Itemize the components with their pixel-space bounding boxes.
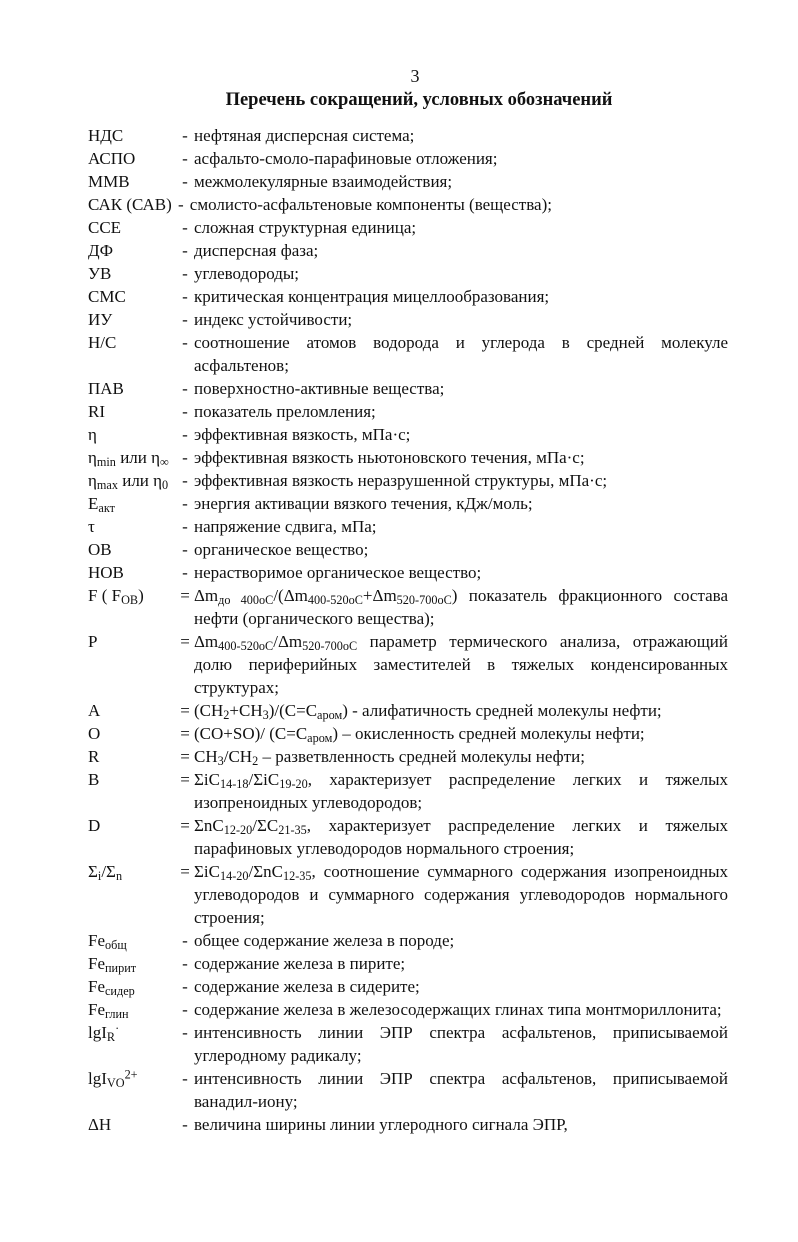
separator: = [180, 701, 190, 720]
abbreviation-term [88, 860, 176, 883]
abbreviation-definition [194, 584, 728, 630]
text-segment: , характеризует распределение легких и тяжелых парафиновых углеводородов нормального строения; [194, 816, 728, 858]
abbreviation-row [88, 814, 728, 860]
abbreviation-definition [194, 1067, 728, 1113]
text-segment: СМС [88, 287, 126, 306]
text-segment: ) показатель фракционного состава нефти (органического вещества); [194, 586, 728, 628]
abbreviation-row [88, 630, 728, 699]
separator: - [182, 517, 188, 536]
text-segment: i [97, 869, 102, 884]
abbreviation-definition [194, 239, 728, 262]
text-segment: дисперсная фаза; [194, 241, 319, 260]
text-segment: R [88, 747, 100, 766]
abbreviation-term [88, 814, 176, 837]
text-segment: асфальто-смоло-парафиновые отложения; [194, 149, 498, 168]
text-segment: глин [105, 1007, 129, 1022]
text-segment: 3 [217, 754, 224, 769]
text-segment: содержание железа в железосодержащих глинах типа монтмориллонита; [194, 1000, 722, 1019]
text-segment: 12-20 [223, 823, 253, 838]
abbreviation-term [88, 699, 176, 722]
separator: - [182, 977, 188, 996]
text-segment: сидер [105, 984, 135, 999]
text-segment: – разветвленность средней молекулы нефти; [258, 747, 585, 766]
text-segment: напряжение сдвига, мПа; [194, 517, 377, 536]
text-segment: САК (САВ) [88, 195, 172, 214]
text-segment: ) [138, 586, 144, 605]
separator: - [182, 241, 188, 260]
abbreviation-row [88, 216, 728, 239]
text-segment: или η [117, 471, 163, 490]
text-segment: ОВ [121, 593, 139, 608]
abbreviation-row [88, 998, 728, 1021]
abbreviation-definition [194, 745, 728, 768]
separator: - [182, 149, 188, 168]
abbreviation-definition [194, 308, 728, 331]
abbreviation-term [88, 929, 176, 952]
text-segment: η [88, 448, 97, 467]
abbreviation-row [88, 561, 728, 584]
abbreviation-term [88, 1021, 176, 1044]
abbreviation-row [88, 1113, 728, 1136]
abbreviation-row [88, 170, 728, 193]
text-segment: E [88, 494, 99, 513]
text-segment: интенсивность линии ЭПР спектра асфальтенов, приписываемой ванадил-иону; [194, 1069, 728, 1111]
abbreviation-row [88, 262, 728, 285]
text-segment: /CH [223, 747, 253, 766]
abbreviation-term [88, 722, 176, 745]
abbreviation-row [88, 584, 728, 630]
text-segment: ) – окисленность средней молекулы нефти; [332, 724, 645, 743]
text-segment: эффективная вязкость неразрушенной структуры, мПа·с; [194, 471, 608, 490]
abbreviation-term [88, 515, 176, 538]
abbreviation-definition [194, 538, 728, 561]
text-segment: ΣnC [194, 816, 224, 835]
text-segment: ΣiC [194, 770, 220, 789]
text-segment: 0 [162, 478, 169, 493]
abbreviation-row [88, 538, 728, 561]
abbreviation-definition [194, 285, 728, 308]
abbreviation-definition [194, 492, 728, 515]
separator: - [182, 1069, 188, 1088]
text-segment: /Δm [273, 632, 303, 651]
separator: - [182, 218, 188, 237]
text-segment: аром [317, 708, 343, 723]
text-segment: ДФ [88, 241, 114, 260]
text-segment: 400-520оС [218, 639, 274, 654]
text-segment: R [106, 1030, 116, 1045]
separator: = [180, 816, 190, 835]
text-segment: /ΣiC [248, 770, 280, 789]
abbreviation-row [88, 147, 728, 170]
separator: - [182, 563, 188, 582]
text-segment: индекс устойчивости; [194, 310, 353, 329]
text-segment: энергия активации вязкого течения, кДж/моль; [194, 494, 533, 513]
abbreviation-term [88, 124, 176, 147]
abbreviation-row [88, 929, 728, 952]
abbreviation-row [88, 722, 728, 745]
abbreviation-term [88, 492, 176, 515]
text-segment: )/(C=C [268, 701, 318, 720]
abbreviation-term [88, 377, 176, 400]
text-segment: 3 [262, 708, 269, 723]
text-segment: критическая концентрация мицеллообразования; [194, 287, 550, 306]
text-segment: /(Δm [273, 586, 308, 605]
text-segment: ССЕ [88, 218, 122, 237]
text-segment: параметр термического анализа, отражающий долю периферийных заместителей в тяжелых конденсированных структурах; [194, 632, 728, 697]
separator: = [180, 724, 190, 743]
text-segment: общее содержание железа в породе; [194, 931, 455, 950]
separator: - [182, 425, 188, 444]
separator: - [182, 494, 188, 513]
text-segment: ∞ [160, 455, 169, 470]
text-segment: интенсивность линии ЭПР спектра асфальтенов, приписываемой углеродному радикалу; [194, 1023, 728, 1065]
text-segment: ОВ [88, 540, 112, 559]
separator: - [182, 172, 188, 191]
text-segment: Σ [88, 862, 98, 881]
abbreviation-row [88, 952, 728, 975]
abbreviation-term [88, 538, 176, 561]
text-segment: НОВ [88, 563, 124, 582]
text-segment: УВ [88, 264, 112, 283]
abbreviation-definition [194, 768, 728, 814]
text-segment: углеводороды; [194, 264, 300, 283]
abbreviation-row [88, 515, 728, 538]
abbreviation-term [88, 239, 176, 262]
abbreviation-term [88, 768, 176, 791]
text-segment: акт [98, 501, 115, 516]
abbreviation-row [88, 1067, 728, 1113]
abbreviation-row [88, 745, 728, 768]
abbreviation-term [88, 216, 176, 239]
abbreviation-row [88, 469, 728, 492]
abbreviation-definition [194, 699, 728, 722]
abbreviation-row [88, 492, 728, 515]
text-segment: 14-18 [219, 777, 249, 792]
text-segment: Fe [88, 1000, 105, 1019]
abbreviation-row [88, 308, 728, 331]
text-segment: , характеризует распределение легких и тяжелых изопреноидных углеводородов; [194, 770, 728, 812]
separator: - [182, 448, 188, 467]
abbreviation-row [88, 423, 728, 446]
abbreviation-definition [194, 147, 728, 170]
text-segment: (CO+SO)/ (C=C [194, 724, 308, 743]
text-segment: 12-35 [282, 869, 312, 884]
text-segment: 520-700оС [396, 593, 452, 608]
text-segment: F ( F [88, 586, 122, 605]
separator: - [182, 126, 188, 145]
abbreviation-definition [194, 998, 728, 1021]
separator: - [182, 333, 188, 352]
text-segment: Δm [194, 586, 219, 605]
abbreviation-definition [194, 561, 728, 584]
separator: - [182, 379, 188, 398]
abbreviation-term [88, 400, 176, 423]
abbreviation-row [88, 285, 728, 308]
abbreviation-term [88, 1113, 176, 1136]
text-segment: ИУ [88, 310, 113, 329]
text-segment: показатель преломления; [194, 402, 376, 421]
text-segment: 400-520оС [307, 593, 363, 608]
text-segment: 2+ [124, 1067, 138, 1082]
abbreviation-term [88, 285, 176, 308]
text-segment: 14-20 [219, 869, 249, 884]
abbreviation-term [88, 446, 176, 469]
abbreviation-definition [194, 262, 728, 285]
abbreviation-row [88, 193, 728, 216]
separator: = [180, 770, 190, 789]
text-segment: Fe [88, 954, 105, 973]
abbreviation-list [88, 124, 728, 1136]
abbreviation-definition [194, 400, 728, 423]
abbreviation-definition [194, 929, 728, 952]
text-segment: Δm [194, 632, 219, 651]
text-segment: 2 [252, 754, 259, 769]
text-segment: τ [88, 517, 95, 536]
text-segment: ММВ [88, 172, 130, 191]
abbreviation-definition [194, 170, 728, 193]
abbreviation-definition [194, 814, 728, 860]
abbreviation-row [88, 377, 728, 400]
separator: - [182, 954, 188, 973]
text-segment: /ΣC [252, 816, 279, 835]
abbreviation-row [88, 331, 728, 377]
abbreviation-term [88, 561, 176, 584]
abbreviation-term [88, 147, 176, 170]
abbreviation-row [88, 975, 728, 998]
text-segment: нефтяная дисперсная система; [194, 126, 415, 145]
text-segment: · [115, 1021, 120, 1036]
separator: - [182, 540, 188, 559]
text-segment: n [115, 869, 123, 884]
text-segment: межмолекулярные взаимодействия; [194, 172, 453, 191]
text-segment: поверхностно-активные вещества; [194, 379, 445, 398]
abbreviation-term [88, 630, 176, 653]
text-segment: lgI [88, 1069, 107, 1088]
abbreviation-term [88, 584, 176, 607]
text-segment: lgI [88, 1023, 107, 1042]
separator: - [182, 402, 188, 421]
page-number: 3 [410, 66, 420, 86]
text-segment: D [88, 816, 101, 835]
abbreviation-definition [194, 975, 728, 998]
page-title: Перечень сокращений, условных обозначений [225, 90, 613, 110]
text-segment: эффективная вязкость, мПа·с; [194, 425, 411, 444]
text-segment: +Δm [362, 586, 397, 605]
abbreviation-definition [194, 1021, 728, 1067]
text-segment: сложная структурная единица; [194, 218, 417, 237]
abbreviation-definition [194, 860, 728, 929]
text-segment: органическое вещество; [194, 540, 369, 559]
abbreviation-term [88, 745, 176, 768]
separator: - [182, 310, 188, 329]
abbreviation-row [88, 124, 728, 147]
text-segment: 21-35 [278, 823, 307, 838]
text-segment: min [96, 455, 116, 470]
abbreviation-row [88, 699, 728, 722]
abbreviation-definition [194, 1113, 728, 1136]
abbreviation-term [88, 1067, 176, 1090]
text-segment: смолисто-асфальтеновые компоненты (вещества); [189, 195, 552, 214]
abbreviation-term [88, 331, 176, 354]
text-segment: нерастворимое органическое вещество; [194, 563, 482, 582]
abbreviation-term [88, 975, 176, 998]
text-segment: содержание железа в сидерите; [194, 977, 420, 996]
text-segment: Fe [88, 977, 105, 996]
abbreviation-term [88, 423, 176, 446]
separator: - [182, 931, 188, 950]
abbreviation-term [88, 193, 172, 216]
abbreviation-term [88, 952, 176, 975]
text-segment: величина ширины линии углеродного сигнала ЭПР, [194, 1115, 568, 1134]
separator: = [180, 862, 190, 881]
text-segment: /ΣnC [248, 862, 283, 881]
text-segment: 2 [223, 708, 230, 723]
abbreviation-definition [190, 193, 728, 216]
text-segment: 19-20 [279, 777, 308, 792]
abbreviation-row [88, 400, 728, 423]
text-segment: , соотношение суммарного содержания изопреноидных углеводородов и суммарного содержания углеводородов нормального строения; [194, 862, 728, 927]
text-segment: η [88, 471, 97, 490]
abbreviation-definition [194, 952, 728, 975]
separator: - [182, 264, 188, 283]
text-segment: (CH [194, 701, 224, 720]
text-segment: ΔH [88, 1115, 112, 1134]
separator: - [182, 1023, 188, 1042]
abbreviation-term [88, 469, 176, 492]
text-segment: содержание железа в пирите; [194, 954, 406, 973]
abbreviation-definition [194, 377, 728, 400]
text-segment: B [88, 770, 100, 789]
text-segment: RI [88, 402, 105, 421]
abbreviation-definition [194, 446, 728, 469]
abbreviation-row [88, 860, 728, 929]
text-segment: общ [105, 938, 127, 953]
abbreviation-row [88, 768, 728, 814]
text-segment: пирит [105, 961, 137, 976]
text-segment: ) - алифатичность средней молекулы нефти; [342, 701, 662, 720]
abbreviation-row [88, 446, 728, 469]
abbreviation-definition [194, 423, 728, 446]
separator: - [177, 195, 184, 214]
text-segment: VO [106, 1076, 125, 1091]
abbreviation-term [88, 170, 176, 193]
separator: - [182, 287, 188, 306]
text-segment: O [88, 724, 101, 743]
separator: = [180, 632, 190, 651]
abbreviation-term [88, 262, 176, 285]
separator: - [182, 1000, 188, 1019]
separator: - [182, 1115, 188, 1134]
text-segment: η [88, 425, 97, 444]
abbreviation-term [88, 998, 176, 1021]
text-segment: max [96, 478, 118, 493]
text-segment: A [88, 701, 101, 720]
text-segment: CH [194, 747, 218, 766]
text-segment: Fe [88, 931, 105, 950]
text-segment: аром [307, 731, 333, 746]
separator: - [182, 471, 188, 490]
separator: = [180, 586, 190, 605]
abbreviation-definition [194, 216, 728, 239]
abbreviation-definition [194, 331, 728, 377]
text-segment: +CH [229, 701, 263, 720]
text-segment: ΣiC [194, 862, 220, 881]
text-segment: соотношение атомов водорода и углерода в средней молекуле асфальтенов; [194, 333, 728, 375]
text-segment: Н/С [88, 333, 117, 352]
text-segment: эффективная вязкость ньютоновского течения, мПа·с; [194, 448, 585, 467]
text-segment: 520-700оС [302, 639, 358, 654]
abbreviation-definition [194, 515, 728, 538]
abbreviation-term [88, 308, 176, 331]
text-segment: P [88, 632, 98, 651]
separator: = [180, 747, 190, 766]
text-segment: или η [115, 448, 161, 467]
text-segment: до 400оС [218, 593, 274, 608]
abbreviation-definition [194, 630, 728, 699]
abbreviation-definition [194, 124, 728, 147]
text-segment: /Σ [101, 862, 116, 881]
abbreviation-definition [194, 722, 728, 745]
abbreviation-definition [194, 469, 728, 492]
abbreviation-row [88, 1021, 728, 1067]
text-segment: АСПО [88, 149, 136, 168]
text-segment: ПАВ [88, 379, 124, 398]
abbreviation-row [88, 239, 728, 262]
text-segment: НДС [88, 126, 124, 145]
